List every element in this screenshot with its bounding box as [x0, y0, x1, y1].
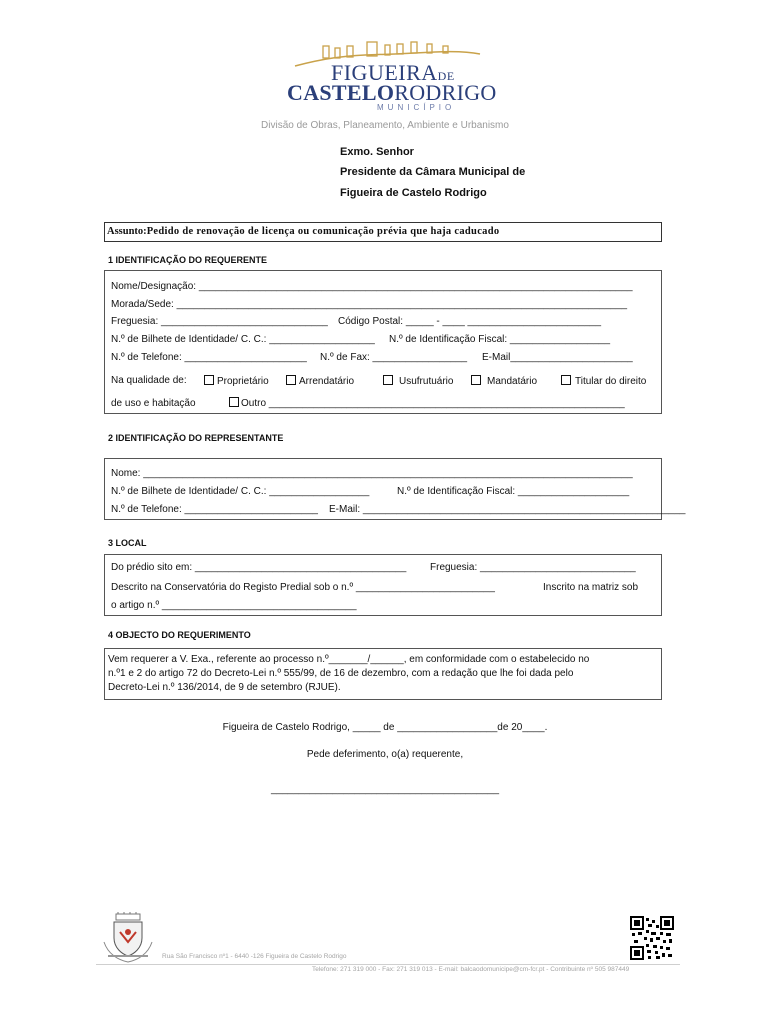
- logo-line3: MUNICÍPIO: [377, 103, 456, 112]
- section3-title: 3 LOCAL: [108, 538, 147, 548]
- usufrutuario-checkbox[interactable]: [383, 375, 393, 385]
- addressee-line3: Figueira de Castelo Rodrigo: [340, 187, 487, 199]
- predio-field[interactable]: Do prédio sito em: ______________________________________: [111, 562, 407, 573]
- qualidade-label: Na qualidade de:: [111, 375, 187, 386]
- representante-email-field[interactable]: E-Mail: __________________________________________________________: [329, 504, 686, 515]
- titular-checkbox[interactable]: [561, 375, 571, 385]
- representante-nif-field[interactable]: N.º de Identificação Fiscal: ____________________: [397, 486, 630, 497]
- requerente-nif-field[interactable]: N.º de Identificação Fiscal: __________________: [389, 334, 611, 345]
- arrendatario-option[interactable]: Arrendatário: [286, 375, 354, 387]
- footer-contacts: Telefone: 271 319 000 - Fax: 271 319 013 - E-mail: balcaodomunicipe@cm-fcr.pt - Contribuinte nº 505 987449: [312, 966, 630, 973]
- section4-title: 4 OBJECTO DO REQUERIMENTO: [108, 630, 251, 640]
- objecto-line1: Vem requerer a V. Exa., referente ao processo n.º_______/______, em conformidade com o estabelecido no: [108, 654, 590, 665]
- coat-of-arms-icon: [96, 912, 160, 964]
- artigo-field[interactable]: o artigo n.º ___________________________________: [111, 600, 357, 611]
- requerente-codigo-postal-field[interactable]: Código Postal: _____ - ____ ________________________: [338, 316, 602, 327]
- titular-option[interactable]: Titular do direito: [561, 375, 646, 387]
- section1-title: 1 IDENTIFICAÇÃO DO REQUERENTE: [108, 255, 268, 265]
- usufrutuario-option[interactable]: Usufrutuário: [383, 375, 453, 387]
- requerente-freguesia-field[interactable]: Freguesia: ______________________________: [111, 316, 328, 327]
- objecto-line3: Decreto-Lei n.º 136/2014, de 9 de setembro (RJUE).: [108, 682, 341, 693]
- representante-nome-field[interactable]: Nome: ________________________________________________________________________________________: [111, 468, 633, 479]
- subject-label: Assunto:: [107, 226, 147, 237]
- footer-address: Rua São Francisco nº1 - 6440 -126 Figueira de Castelo Rodrigo: [162, 953, 347, 960]
- proprietario-option[interactable]: Proprietário: [204, 375, 269, 387]
- division-name: Divisão de Obras, Planeamento, Ambiente e Urbanismo: [261, 120, 509, 131]
- inscrito-label: Inscrito na matriz sob: [543, 582, 639, 593]
- requerente-telefone-field[interactable]: N.º de Telefone: ______________________: [111, 352, 307, 363]
- local-freguesia-field[interactable]: Freguesia: ____________________________: [430, 562, 636, 573]
- addressee-line1: Exmo. Senhor: [340, 146, 414, 158]
- conservatoria-field[interactable]: Descrito na Conservatória do Registo Predial sob o n.º _________________________: [111, 582, 495, 593]
- footer-divider: [96, 964, 680, 965]
- mandatario-checkbox[interactable]: [471, 375, 481, 385]
- municipality-logo: [285, 40, 497, 112]
- deferimento-text: Pede deferimento, o(a) requerente,: [306, 749, 464, 760]
- logo-line1: FIGUEIRADE: [331, 60, 455, 85]
- titular-continuation: de uso e habitação: [111, 398, 196, 409]
- outro-option[interactable]: Outro ________________________________________________________________: [229, 397, 625, 409]
- objecto-line2: n.º1 e 2 do artigo 72 do Decreto-Lei n.º 555/99, de 16 de dezembro, com a redação que lhe foi dada pelo: [108, 668, 574, 679]
- date-line[interactable]: Figueira de Castelo Rodrigo, _____ de __________________de 20____.: [222, 722, 548, 733]
- signature-line[interactable]: _________________________________________: [270, 784, 500, 795]
- proprietario-checkbox[interactable]: [204, 375, 214, 385]
- subject-box: [104, 222, 662, 242]
- mandatario-option[interactable]: Mandatário: [471, 375, 537, 387]
- arrendatario-checkbox[interactable]: [286, 375, 296, 385]
- requerente-fax-field[interactable]: N.º de Fax: _________________: [320, 352, 468, 363]
- subject-text: Pedido de renovação de licença ou comunicação prévia que haja caducado: [146, 226, 500, 237]
- representante-bi-field[interactable]: N.º de Bilhete de Identidade/ C. C.: __________________: [111, 486, 370, 497]
- outro-checkbox[interactable]: [229, 397, 239, 407]
- representante-telefone-field[interactable]: N.º de Telefone: ________________________: [111, 504, 318, 515]
- addressee-line2: Presidente da Câmara Municipal de: [340, 166, 526, 178]
- qr-code-icon: [630, 916, 674, 960]
- requerente-morada-field[interactable]: Morada/Sede: _________________________________________________________________________________: [111, 299, 628, 310]
- requerente-nome-field[interactable]: Nome/Designação: ______________________________________________________________________________: [111, 281, 633, 292]
- requerente-bi-field[interactable]: N.º de Bilhete de Identidade/ C. C.: ___________________: [111, 334, 375, 345]
- logo-line2: CASTELORODRIGO: [287, 80, 497, 105]
- section2-title: 2 IDENTIFICAÇÃO DO REPRESENTANTE: [108, 433, 284, 443]
- requerente-email-field[interactable]: E-Mail______________________: [482, 352, 633, 363]
